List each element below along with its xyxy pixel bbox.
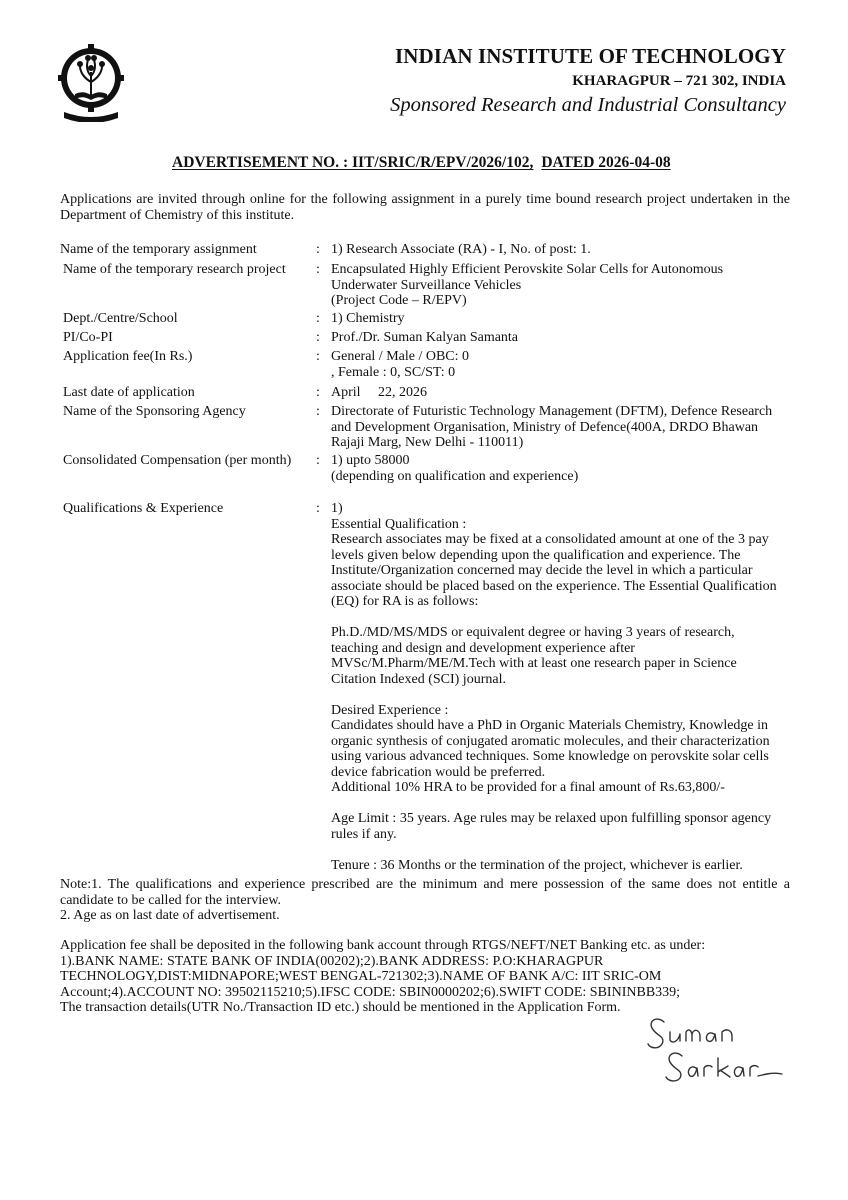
assignment-label: Name of the temporary assignment (60, 242, 257, 257)
desired-heading: Desired Experience : (331, 702, 449, 718)
agency-label: Name of the Sponsoring Agency (63, 404, 246, 419)
note-1: Note:1. The qualifications and experience prescribed are the minimum and mere possession of the same does not entitle a candidate to be called for the interview. (60, 877, 790, 908)
separator: : (316, 242, 320, 257)
dept-value: 1) Chemistry (331, 311, 405, 326)
pi-value: Prof./Dr. Suman Kalyan Samanta (331, 330, 519, 345)
essential-text: Research associates may be fixed at a consolidated amount at one of the 3 pay levels given below depending upon the qualification and experience. The Institute/Organization concerned may decide the level in which a particular associate should be placed based on the experience. The Essential Qualification (EQ) for RA is as follows: (331, 532, 777, 609)
qualifications-label: Qualifications & Experience (63, 501, 224, 516)
institute-department: Sponsored Research and Industrial Consultancy (390, 94, 786, 116)
note-2: 2. Age as on last date of advertisement. (60, 908, 280, 923)
notes-block (60, 877, 790, 924)
fee-value: General / Male / OBC: 0 , Female : 0, SC/ST: 0 (331, 349, 470, 380)
project-value: Encapsulated Highly Efficient Perovskite Solar Cells for Autonomous Underwater Surveillance Vehicles (Project Code – R/EPV) (331, 262, 724, 308)
separator: : (316, 330, 320, 345)
separator: : (316, 311, 320, 326)
advertisement-title (172, 154, 671, 172)
separator: : (316, 349, 320, 364)
fee-label: Application fee(In Rs.) (63, 349, 193, 364)
pi-label: PI/Co-PI (63, 330, 113, 345)
last-date-value: April 22, 2026 (331, 385, 428, 400)
assignment-value: 1) Research Associate (RA) - I, No. of post: 1. (331, 242, 591, 257)
institute-name: INDIAN INSTITUTE OF TECHNOLOGY (395, 44, 786, 68)
separator: : (316, 385, 320, 400)
dept-label: Dept./Centre/School (63, 311, 178, 326)
last-date-label: Last date of application (63, 385, 195, 400)
advertisement-date: DATED 2026-04-08 (541, 154, 671, 171)
desired-text: Candidates should have a PhD in Organic Materials Chemistry, Knowledge in organic synthesis of conjugated aromatic molecules, and their characterization using various advanced techniques. Some knowledge on perovskite solar cells device fabrication would be preferred. Additional 10% HRA to be provided for a final amount of Rs.63,800/- (331, 718, 770, 795)
qualification-number: 1) (331, 501, 343, 516)
advertisement-number: ADVERTISEMENT NO. : IIT/SRIC/R/EPV/2026/102, (172, 154, 534, 171)
project-label: Name of the temporary research project (63, 262, 286, 277)
qualifications-block (331, 501, 781, 873)
essential-heading: Essential Qualification : (331, 516, 467, 532)
agency-value: Directorate of Futuristic Technology Management (DFTM), Defence Research and Development Organisation, Ministry of Defence(400A, DRDO Bhawan Rajaji Marg, New Delhi - 110011) (331, 404, 773, 450)
institute-address: KHARAGPUR – 721 302, INDIA (572, 73, 786, 89)
age-limit: Age Limit : 35 years. Age rules may be relaxed upon fulfilling sponsor agency rules if any. (331, 811, 772, 842)
separator: : (316, 262, 320, 277)
signature-image (640, 1010, 800, 1085)
separator: : (316, 404, 320, 419)
separator: : (316, 453, 320, 468)
intro-paragraph: Applications are invited through online for the following assignment in a purely time bound research project undertaken in the Department of Chemistry of this institute. (60, 192, 790, 223)
compensation-value: 1) upto 58000 (depending on qualification and experience) (331, 453, 579, 484)
bank-details: Application fee shall be deposited in the following bank account through RTGS/NEFT/NET Banking etc. as under: 1).BANK NAME: STATE BANK OF INDIA(00202);2).BANK ADDRESS: P.O:KHARAGPUR TECHNOLOGY,DIST:MIDNAPORE;WEST BENGAL-721302;3).NAME OF BANK A/C: IIT SRIC-OM Account;4).ACCOUNT NO: 39502115210;5).IFSC CODE: SBIN0000202;6).SWIFT CODE: SBININBB339; The transaction details(UTR No./Transaction ID etc.) should be mentioned in the Application Form. (60, 938, 706, 1015)
tenure: Tenure : 36 Months or the termination of the project, whichever is earlier. (331, 857, 743, 873)
institute-logo-icon (58, 42, 124, 122)
compensation-label: Consolidated Compensation (per month) (63, 453, 292, 468)
separator: : (316, 501, 320, 516)
degree-text: Ph.D./MD/MS/MDS or equivalent degree or having 3 years of research, teaching and design and development experience after MVSc/M.Pharm/ME/M.Tech with at least one research paper in Science Citation Indexed (SCI) journal. (331, 625, 737, 687)
